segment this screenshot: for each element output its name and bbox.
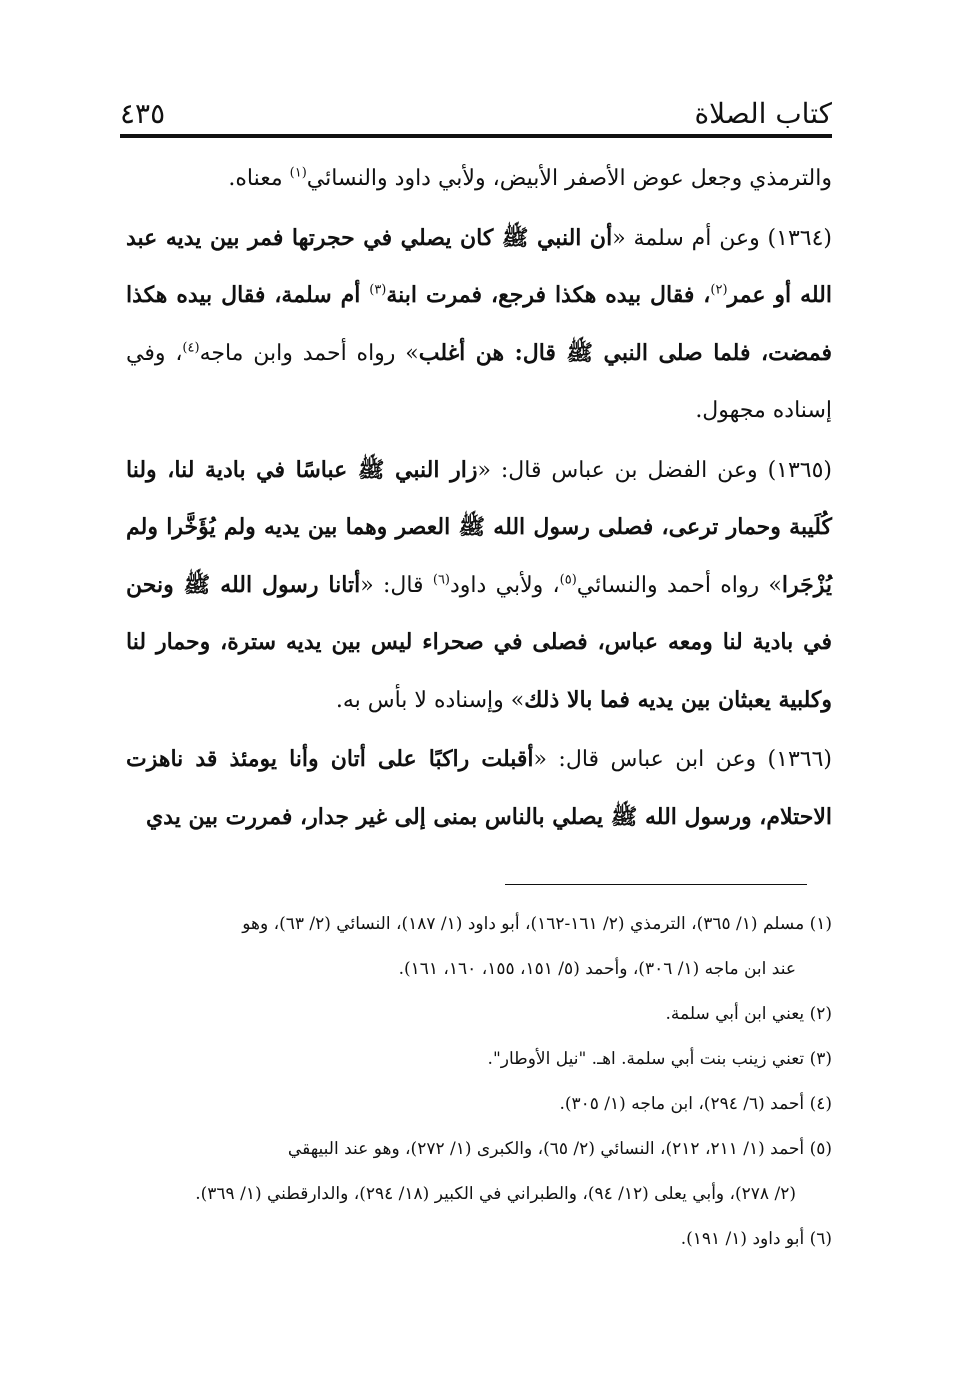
footnotes (126, 902, 832, 1262)
footnote (126, 1127, 832, 1217)
paragraph (126, 150, 832, 208)
text-run: ، وفي إسناده مجهول. (126, 340, 832, 423)
footnote-label: (٤) (809, 1094, 832, 1114)
footnote-text: أبو داود (١/ ١٩١). (680, 1229, 805, 1249)
footnote (126, 902, 832, 992)
text-run: وعن أم سلمة « (612, 225, 760, 251)
footnote-ref: (٥) (559, 572, 577, 588)
hadith-number: (١٣٦٦) (756, 747, 832, 772)
quoted-text: أتانا رسول الله ﷺ ونحن في بادية لنا ومعه عباس، فصلى في صحراء ليس بين يديه سترة، وحمار لنا وكلبية يعبثان بين يديه فما بالا ذلك (126, 571, 832, 713)
footnote (126, 992, 832, 1037)
text-run: » رواه أحمد وابن ماجه (199, 340, 419, 366)
main-text (126, 150, 832, 846)
footnote-text: (٢/ ٢٧٨)، وأبي يعلى (١٢/ ٩٤)، والطبراني في الكبير (١٨/ ٢٩٤)، والدارقطني (١/ ٣٦٩). (195, 1184, 796, 1204)
quoted-text: أم سلمة، فقال بيده هكذا فمضت، فلما صلى النبي ﷺ قال: هن أغلب (126, 282, 832, 366)
footnote-text: عند ابن ماجه (١/ ٣٠٦)، وأحمد (٥/ ١٥١، ١٥٥، ١٦٠، ١٦١). (398, 959, 796, 979)
text-run: قال: « (360, 572, 433, 598)
text-run: وعن الفضل بن عباس قال: « (477, 457, 758, 483)
quoted-text: ، فقال بيده هكذا فرجع، فمرت ابنة (386, 282, 711, 308)
text-run: معناه. (228, 166, 290, 191)
paragraph (126, 731, 832, 846)
quoted-text: زار النبي ﷺ عباسًا في بادية لنا، ولنا كُلَيبة وحمار ترعى، فصلى رسول الله ﷺ العصر وهما بين يديه ولم يُؤَخَّرا ولم يُزْجَرا (126, 456, 832, 598)
footnote-ref: (٤) (182, 340, 200, 356)
footnote-ref: (٣) (369, 282, 387, 298)
paragraph (126, 442, 832, 730)
footnote-text: أحمد (٦/ ٢٩٤)، ابن ماجه (١/ ٣٠٥). (559, 1094, 805, 1114)
hadith-number: (١٣٦٤) (759, 225, 833, 251)
footnote-ref: (١) (289, 165, 307, 181)
text-run: » وإسناده لا بأس به. (335, 687, 525, 713)
footnote-label: (٢) (809, 1004, 832, 1024)
footnote-text: تعني زينب بنت أبي سلمة. اهـ. "نيل الأوطار". (487, 1049, 805, 1069)
footnote-ref: (٢) (710, 282, 728, 298)
footnote-text: يعني ابن أبي سلمة. (665, 1004, 805, 1024)
text-run: وعن ابن عباس قال: « (533, 747, 757, 772)
footnote-separator (505, 884, 807, 885)
footnote-ref: (٦) (432, 572, 450, 588)
chapter-title: كتاب الصلاة (694, 97, 832, 130)
paragraph (126, 210, 832, 440)
footnote-text: أحمد (١/ ٢١١، ٢١٢)، النسائي (٢/ ٦٥)، والكبرى (١/ ٢٧٢)، وهو عند البيهقي (287, 1139, 805, 1159)
quoted-text: أقبلت راكبًا على أتان وأنا يومئذ قد ناهزت الاحتلام، ورسول الله ﷺ يصلي بالناس بمنى إلى غير جدار، فمررت بين يدي (126, 746, 832, 830)
quoted-text: أن النبي ﷺ كان يصلي في حجرتها فمر بين يديه عبد الله أو عمر (126, 224, 832, 308)
text-run: والترمذي وجعل عوض الأصفر الأبيض، ولأبي داود والنسائي (306, 166, 832, 191)
text-run: » رواه أحمد والنسائي (576, 572, 782, 598)
hadith-number: (١٣٦٥) (757, 457, 833, 483)
page-header (120, 82, 832, 130)
header-rule (120, 134, 832, 138)
text-run: ، ولأبي داود (450, 572, 560, 598)
footnote-label: (٥) (809, 1139, 832, 1159)
footnote-text: مسلم (١/ ٣٦٥)، الترمذي (٢/ ١٦١-١٦٢)، أبو داود (١/ ١٨٧)، النسائي (٢/ ٦٣)، وهو (242, 914, 805, 934)
footnote (126, 1217, 832, 1262)
footnote-label: (١) (809, 914, 832, 934)
footnote (126, 1082, 832, 1127)
page-number: ٤٣٥ (120, 97, 166, 130)
footnote-label: (٦) (809, 1229, 832, 1249)
footnote (126, 1037, 832, 1082)
footnote-label: (٣) (809, 1049, 832, 1069)
